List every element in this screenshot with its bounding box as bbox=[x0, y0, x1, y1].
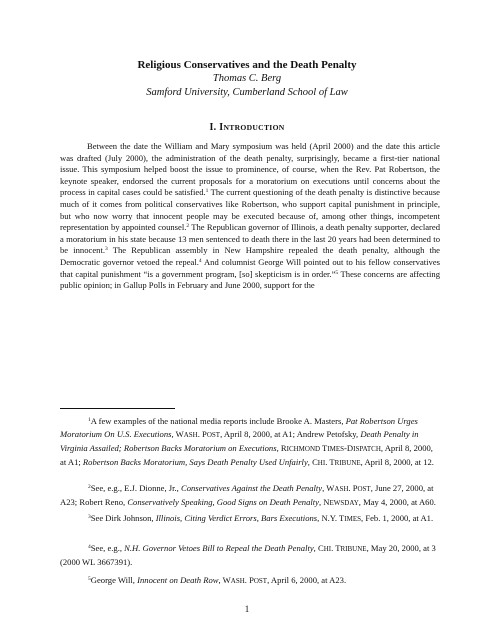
footnote-article-title: Innocent on Death Row bbox=[137, 575, 219, 585]
footnote-smallcaps: OST bbox=[357, 485, 371, 493]
footnote-text: . P bbox=[244, 575, 254, 585]
body-sentence: These concerns are affecting public opinion; in Gallup Polls in February and June 2000, support for the bbox=[60, 268, 440, 291]
footnote-smallcaps: ASH bbox=[183, 431, 198, 439]
footnote-number: 1 bbox=[88, 417, 91, 423]
footnote-smallcaps: ICHMOND bbox=[286, 445, 321, 453]
footnote-number: 3 bbox=[88, 514, 91, 520]
footnote-smallcaps: OST bbox=[206, 431, 221, 439]
section-title-first-letter: I bbox=[219, 122, 224, 133]
footnote-ref[interactable]: 4 bbox=[198, 257, 202, 264]
footnote-number: 4 bbox=[88, 544, 91, 550]
footnote-article-title: N.H. Governor Vetoes Bill to Repeal the Death Penalty bbox=[124, 543, 314, 553]
footnote-4 bbox=[60, 542, 440, 569]
footnote-text: . T bbox=[331, 543, 341, 553]
footnote-text: , W bbox=[218, 575, 231, 585]
footnote-text: . P bbox=[348, 483, 358, 493]
footnote-smallcaps: ISPATCH bbox=[353, 445, 381, 453]
footnote-text: George Will, bbox=[90, 575, 138, 585]
footnote-ref[interactable]: 5 bbox=[335, 269, 339, 276]
footnote-text: , C bbox=[313, 543, 324, 553]
footnote-ref[interactable]: 2 bbox=[186, 223, 190, 230]
footnote-article-title: Robertson Backs Moratorium, Says Death Penalty Used Unfairly bbox=[82, 457, 308, 467]
footnote-text: , April 8, 2000, at 12. bbox=[360, 457, 434, 467]
footnote-text: , May 4, 2000, at A60. bbox=[358, 497, 436, 507]
footnote-text: , Feb. 1, 2000, at A1. bbox=[361, 513, 434, 523]
body-paragraph bbox=[60, 141, 440, 292]
body-sentence: Between the date the William and Mary symposium was held (April 2000) and the date this article was drafted (July 2000), the administration of the death penalty, surprisingly, became a first-tier national issue. This symposium helped boost the issue to prominence, of course, when the Rev. Pat Robertson, the keynote speaker, endorsed the current proposals for a moratorium on executions until concerns about the process in capital cases could be satisfied. bbox=[60, 141, 440, 198]
footnote-text: . P bbox=[197, 429, 207, 439]
footnote-text: , May 20, 2000, at 3 (2000 WL 3667391). bbox=[60, 543, 436, 567]
footnote-separator bbox=[60, 408, 175, 409]
author-affiliation: Samford University, Cumberland School of Law bbox=[146, 87, 348, 98]
footnote-article-title: Death Penalty in Virginia Assailed; Robertson Backs Moratorium on Executions bbox=[60, 429, 419, 453]
footnote-number: 2 bbox=[88, 484, 91, 490]
page-number: 1 bbox=[244, 604, 250, 614]
footnote-ref[interactable]: 1 bbox=[205, 188, 209, 195]
footnote-text: See, e.g., E.J. Dionne, Jr., bbox=[90, 483, 181, 493]
footnote-article-title: Conservatives Against the Death Penalty bbox=[180, 483, 323, 493]
body-sentence: The Republican assembly in New Hampshire repealed the death penalty, although the Democratic governor vetoed the repeal. bbox=[60, 245, 440, 267]
body-sentence: And columnist George Will pointed out to his fellow conservatives that capital punishment “is a government program, [so] skepticism is in order.” bbox=[60, 256, 440, 279]
footnote-text: -D bbox=[344, 443, 354, 453]
paper-title: Religious Conservatives and the Death Penalty bbox=[137, 59, 357, 71]
section-numeral: I. bbox=[209, 122, 217, 133]
footnote-smallcaps: IMES bbox=[327, 445, 345, 453]
footnote-text: , N.Y. T bbox=[317, 513, 345, 523]
footnote-text: , N bbox=[318, 497, 330, 507]
footnote-text: . T bbox=[325, 457, 335, 467]
footnote-article-title: Conservatively Speaking, Good Signs on Death Penalty bbox=[127, 497, 319, 507]
footnote-smallcaps: ASH bbox=[230, 577, 245, 585]
footnote-ref[interactable]: 3 bbox=[105, 246, 108, 253]
footnote-smallcaps: RIBUNE bbox=[334, 459, 361, 467]
footnote-smallcaps: HI bbox=[317, 459, 326, 467]
footnote-text: W bbox=[173, 429, 184, 439]
footnote-3 bbox=[60, 512, 440, 526]
section-heading bbox=[0, 122, 494, 133]
footnote-article-title: Illinois, Citing Verdict Errors, Bars Executions bbox=[155, 513, 318, 523]
author-name: Thomas C. Berg bbox=[212, 73, 282, 84]
footnote-smallcaps: ASH bbox=[334, 485, 349, 493]
footnote-1 bbox=[60, 415, 440, 470]
footnote-article-title: Pat Robertson Urges Moratorium On U.S. Executions, bbox=[60, 416, 418, 439]
footnote-text: , June 27, 2000, at A23; Robert Reno, bbox=[60, 483, 434, 507]
footnote-number: 5 bbox=[88, 576, 91, 582]
footnote-text: , April 6, 2000, at A23. bbox=[267, 575, 347, 585]
footnote-text: A few examples of the national media reports include Brooke A. Masters, bbox=[90, 416, 346, 426]
footnote-text: , April 8, 2000, at A1; Andrew Petofsky, bbox=[220, 429, 361, 439]
footnote-2 bbox=[60, 482, 440, 510]
footnote-5 bbox=[60, 574, 440, 588]
footnote-text: , W bbox=[322, 483, 335, 493]
footnote-smallcaps: OST bbox=[253, 577, 268, 585]
footnote-text: , C bbox=[307, 457, 318, 467]
footnote-text: See Dirk Johnson, bbox=[90, 513, 156, 523]
footnote-smallcaps: EWSDAY bbox=[329, 499, 359, 507]
footnote-text: See, e.g., bbox=[90, 543, 125, 553]
footnote-text: T bbox=[320, 443, 328, 453]
body-sentence: The Republican governor of Illinois, a death penalty supporter, declared a moratorium in his state because 13 men sentenced to death there in the last 20 years had been determined to be innocent. bbox=[60, 222, 440, 256]
footnote-smallcaps: RIBUNE bbox=[340, 545, 367, 553]
footnote-text: , R bbox=[276, 443, 287, 453]
footnote-smallcaps: IMES bbox=[344, 515, 362, 523]
section-title-rest: NTRODUCTION bbox=[223, 123, 285, 132]
body-sentence: The current questioning of the death penalty is distinctive because much of it comes from political conservatives like Robertson, who support capital punishment in principle, but who now worry that innocent people may be executed because of, among other things, incompetent representation by appointed counsel. bbox=[60, 187, 440, 233]
footnote-text: , April 8, 2000, at A1; bbox=[60, 443, 433, 467]
footnote-smallcaps: HI bbox=[323, 545, 332, 553]
